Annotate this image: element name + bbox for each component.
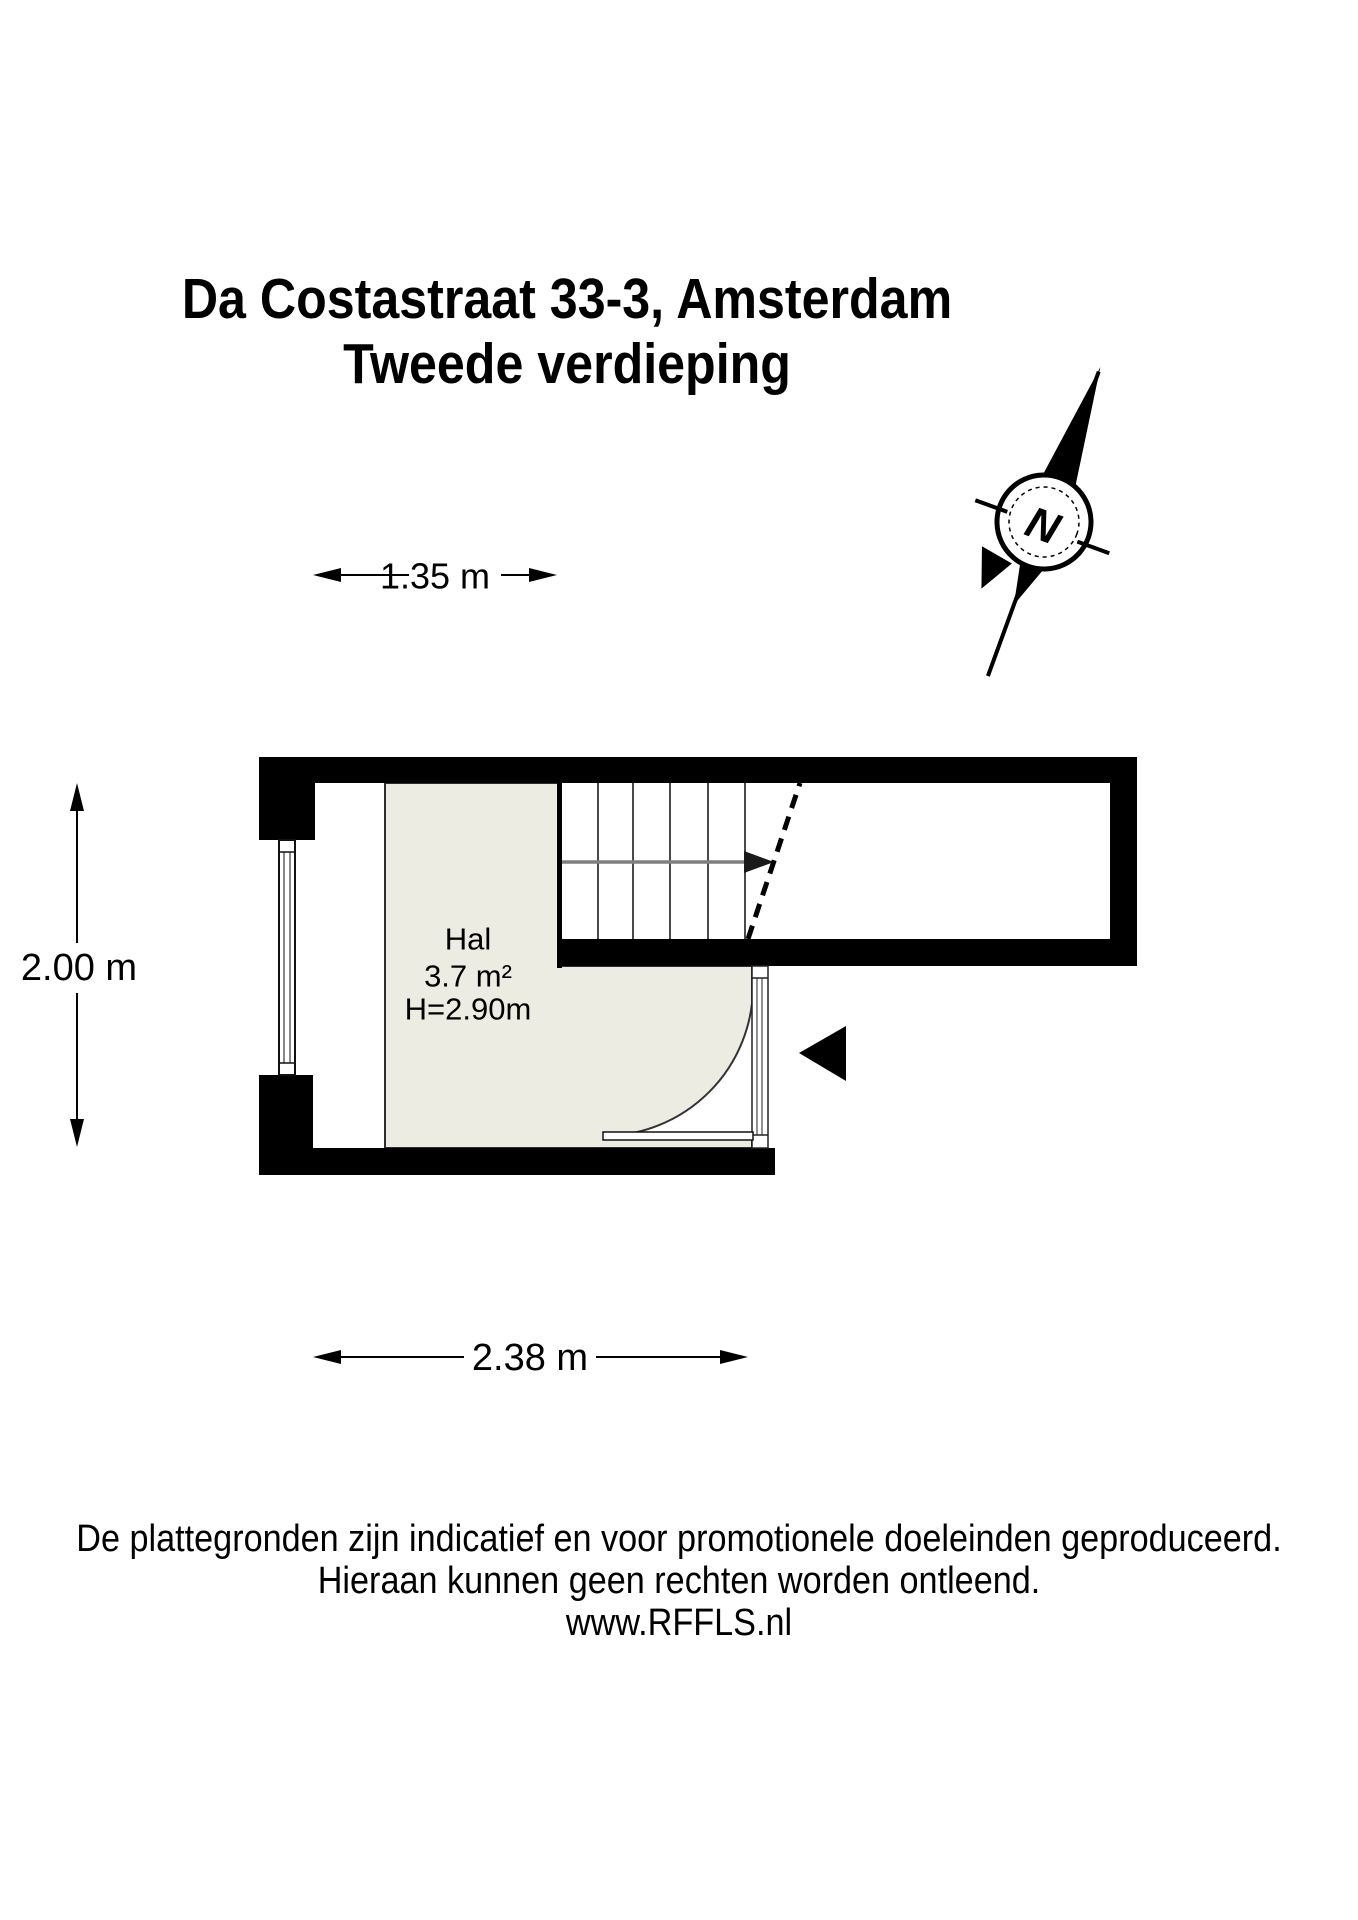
wall-stair-bottom [562, 939, 1137, 966]
wall-right [1110, 757, 1137, 966]
page-subtitle: Tweede verdieping [343, 332, 791, 396]
wall-top [259, 757, 1137, 783]
staircase [562, 783, 800, 939]
compass-icon [920, 342, 1168, 700]
footer-website: www.RFFLS.nl [565, 1602, 793, 1644]
entry-door-frame [752, 966, 768, 1148]
dimension-top-label: 1.35 m [379, 555, 491, 597]
disclaimer-line-2: Hieraan kunnen geen rechten worden ontleend. [317, 1560, 1041, 1602]
dimension-left-label: 2.00 m [20, 947, 138, 989]
room-ceiling-height: H=2.90m [404, 991, 532, 1027]
dimension-bottom-label: 2.38 m [471, 1337, 589, 1379]
wall-left-upper [259, 757, 315, 840]
entrance-arrow-icon [799, 1026, 846, 1081]
wall-hall-stair-boundary [557, 783, 562, 968]
disclaimer-line-1: De plattegronden zijn indicatief en voor promotionele doeleinden geproduceerd. [76, 1518, 1282, 1560]
wall-bottom [259, 1148, 775, 1175]
window [279, 840, 295, 1075]
north-needle [1044, 361, 1117, 484]
door-leaf [603, 1132, 753, 1140]
room-area: 3.7 m² [424, 958, 512, 994]
page-title: Da Costastraat 33-3, Amsterdam [181, 267, 953, 331]
room-name: Hal [444, 921, 492, 957]
compass-north-label: N [1019, 497, 1066, 555]
